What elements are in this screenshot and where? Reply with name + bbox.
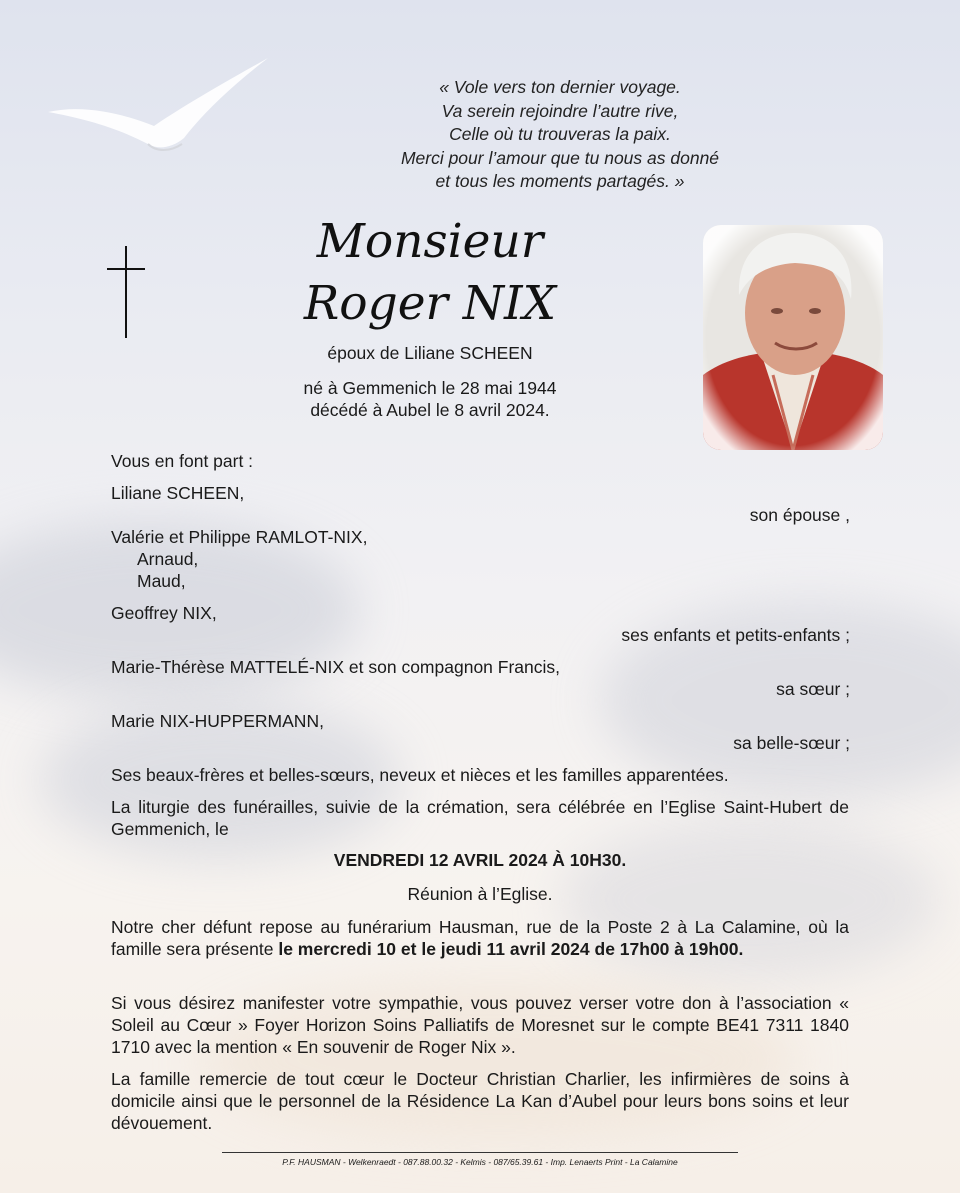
quote-line: Va serein rejoindre l’autre rive, — [441, 100, 679, 121]
extended-family: Ses beaux-frères et belles-sœurs, neveux et nièces et les familles apparentées. — [111, 765, 729, 785]
sister-role: sa sœur ; — [776, 679, 850, 699]
rest-text-regular: Notre cher défunt repose au funérarium Hausman, rue de la Poste 2 à La Calamine, où la famille sera présente — [111, 917, 849, 959]
spouse-role: son épouse , — [749, 505, 850, 525]
cross-icon — [104, 244, 148, 340]
quote-line: et tous les moments partagés. » — [435, 171, 685, 191]
deceased-name: Roger NIX — [303, 276, 557, 331]
farewell-quote — [300, 76, 820, 194]
meeting-text: Réunion à l’Eglise. — [407, 884, 553, 904]
portrait-photo — [703, 225, 883, 450]
rest-text — [111, 916, 849, 960]
child-name: Valérie et Philippe RAMLOT-NIX, — [111, 527, 368, 547]
spouse-line: époux de Liliane SCHEEN — [327, 343, 533, 363]
sister-in-law-role: sa belle-sœur ; — [733, 733, 850, 753]
quote-line: « Vole vers ton dernier voyage. — [439, 77, 681, 97]
death-line: décédé à Aubel le 8 avril 2024. — [310, 400, 550, 420]
grandchild-name: Maud, — [137, 571, 186, 591]
rest-text-bold: le mercredi 10 et le jeudi 11 avril 2024 de 17h00 à 19h00. — [278, 939, 744, 959]
ceremony-date: VENDREDI 12 AVRIL 2024 À 10H30. — [333, 850, 627, 870]
seagull-icon — [44, 52, 274, 162]
sister-in-law-name: Marie NIX-HUPPERMANN, — [111, 711, 324, 731]
grandchild-name: Arnaud, — [137, 549, 199, 569]
title-honorific: Monsieur — [316, 214, 544, 269]
sister-name: Marie-Thérèse MATTELÉ-NIX et son compagnon Francis, — [111, 657, 561, 677]
intro-text: Vous en font part : — [111, 451, 254, 471]
thanks-text: La famille remercie de tout cœur le Docteur Christian Charlier, les infirmières de soins à domicile ainsi que le personnel de la Résidence La Kan d’Aubel pour leurs bons soins et leur dévouement. — [111, 1069, 849, 1133]
spouse-name: Liliane SCHEEN, — [111, 483, 245, 503]
quote-line: Merci pour l’amour que tu nous as donné — [400, 147, 720, 168]
birth-line: né à Gemmenich le 28 mai 1944 — [303, 378, 557, 398]
quote-line: Celle où tu trouveras la paix. — [449, 124, 671, 144]
donation-text: Si vous désirez manifester votre sympathie, vous pouvez verser votre don à l’association « Soleil au Cœur » Foyer Horizon Soins Palliatifs de Moresnet sur le compte BE41 7311 1840 1710 avec la mention « En souvenir de Roger Nix ». — [111, 993, 849, 1057]
child-name: Geoffrey NIX, — [111, 603, 217, 623]
footer-credits: P.F. HAUSMAN - Welkenraedt - 087.88.00.32 - Kelmis - 087/65.39.61 - Imp. Lenaerts Print - La Calamine — [222, 1152, 738, 1167]
liturgy-text: La liturgie des funérailles, suivie de la crémation, sera célébrée en l’Eglise Saint-Hubert de Gemmenich, le — [111, 797, 849, 839]
children-role: ses enfants et petits-enfants ; — [621, 625, 850, 645]
